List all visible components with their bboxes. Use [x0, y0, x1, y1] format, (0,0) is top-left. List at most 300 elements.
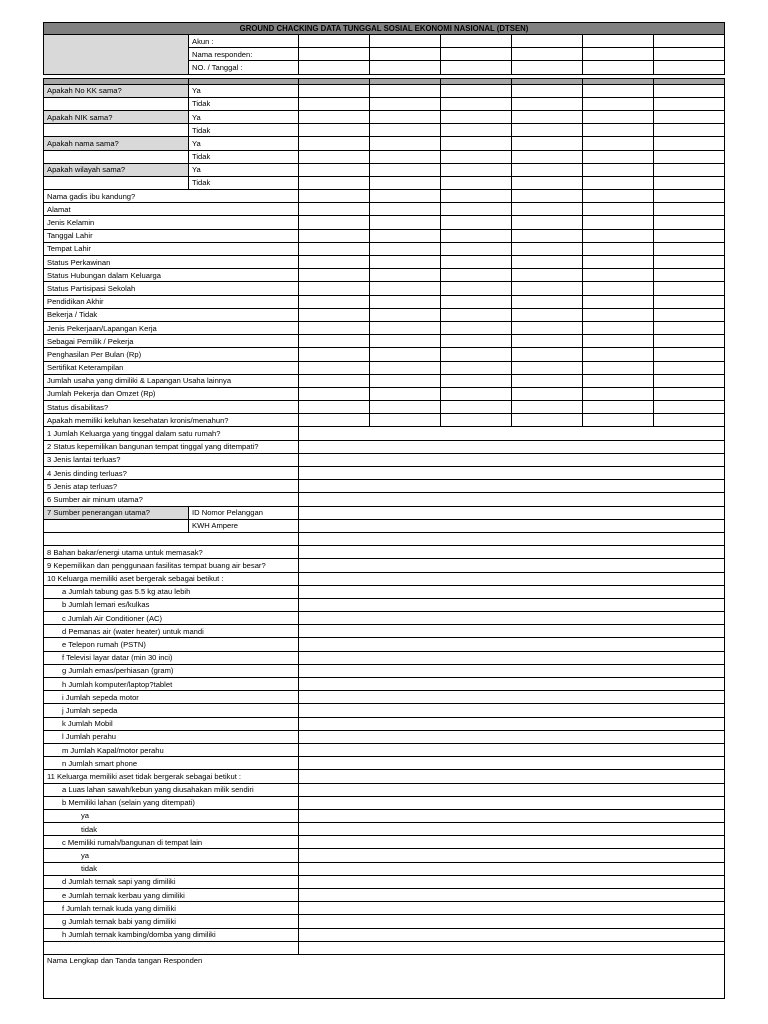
answer-cell[interactable] [441, 335, 512, 348]
household-question-row [44, 440, 725, 453]
answer-cell[interactable] [583, 203, 654, 216]
answer-cell[interactable] [299, 796, 725, 809]
answer-cell[interactable] [441, 321, 512, 334]
answer-cell[interactable] [441, 150, 512, 163]
personal-field-row [44, 256, 725, 269]
answer-cell[interactable] [299, 809, 725, 822]
answer-cell[interactable] [299, 137, 370, 150]
answer-cell[interactable] [441, 414, 512, 427]
question-label: tidak [44, 823, 299, 836]
answer-cell[interactable] [299, 97, 370, 110]
answer-cell[interactable] [370, 242, 441, 255]
akun-cell-3[interactable] [441, 35, 512, 48]
question-label: e Jumlah ternak kerbau yang dimiliki [44, 889, 299, 902]
answer-cell[interactable] [370, 97, 441, 110]
answer-cell[interactable] [299, 493, 725, 506]
answer-cell[interactable] [370, 361, 441, 374]
question-label: tidak [44, 862, 299, 875]
answer-cell[interactable] [299, 612, 725, 625]
q7-row [44, 519, 725, 532]
answer-cell[interactable] [583, 348, 654, 361]
answer-cell[interactable] [370, 124, 441, 137]
answer-cell[interactable] [370, 321, 441, 334]
responden-cell-5[interactable] [583, 48, 654, 61]
answer-cell[interactable] [583, 150, 654, 163]
answer-cell[interactable] [441, 163, 512, 176]
blank-cell [44, 150, 189, 163]
answer-cell[interactable] [299, 229, 370, 242]
answer-cell[interactable] [441, 256, 512, 269]
answer-cell[interactable] [512, 348, 583, 361]
yesno-row [44, 84, 725, 97]
q10-item-row [44, 730, 725, 743]
answer-cell[interactable] [512, 335, 583, 348]
answer-cell[interactable] [654, 361, 725, 374]
question-label: f Televisi layar datar (min 30 inci) [44, 651, 299, 664]
answer-cell[interactable] [512, 110, 583, 123]
answer-cell[interactable] [299, 176, 370, 189]
q11-option-row [44, 862, 725, 875]
signature-area[interactable] [44, 967, 725, 999]
answer-cell[interactable] [299, 862, 725, 875]
answer-cell[interactable] [299, 770, 725, 783]
question-label: 3 Jenis lantai terluas? [44, 453, 299, 466]
answer-cell[interactable] [654, 124, 725, 137]
answer-cell[interactable] [512, 163, 583, 176]
answer-cell[interactable] [583, 163, 654, 176]
q11-item-row [44, 902, 725, 915]
answer-cell[interactable] [299, 532, 725, 545]
answer-cell[interactable] [441, 308, 512, 321]
question-label: j Jumlah sepeda [44, 704, 299, 717]
answer-cell[interactable] [299, 902, 725, 915]
answer-cell[interactable] [512, 176, 583, 189]
answer-cell[interactable] [654, 229, 725, 242]
answer-cell[interactable] [583, 374, 654, 387]
answer-cell[interactable] [299, 203, 370, 216]
answer-cell[interactable] [299, 743, 725, 756]
answer-cell[interactable] [512, 295, 583, 308]
answer-cell[interactable] [583, 110, 654, 123]
yesno-question-label: Apakah NIK sama? [44, 110, 189, 123]
personal-field-row [44, 242, 725, 255]
answer-cell[interactable] [370, 216, 441, 229]
answer-cell[interactable] [299, 915, 725, 928]
answer-cell[interactable] [370, 414, 441, 427]
tanggal-cell-3[interactable] [441, 61, 512, 74]
q10-item-row [44, 678, 725, 691]
question-label: Bekerja / Tidak [44, 308, 299, 321]
answer-cell[interactable] [583, 335, 654, 348]
answer-cell[interactable] [583, 229, 654, 242]
answer-cell[interactable] [299, 559, 725, 572]
answer-cell[interactable] [512, 137, 583, 150]
answer-cell[interactable] [512, 256, 583, 269]
q9-row [44, 559, 725, 572]
answer-cell[interactable] [299, 678, 725, 691]
answer-cell[interactable] [370, 190, 441, 203]
question-label: 6 Sumber air minum utama? [44, 493, 299, 506]
answer-cell[interactable] [370, 84, 441, 97]
answer-cell[interactable] [512, 190, 583, 203]
answer-cell[interactable] [512, 282, 583, 295]
q11-option-row [44, 823, 725, 836]
question-label: ya [44, 809, 299, 822]
answer-cell[interactable] [370, 308, 441, 321]
answer-cell[interactable] [654, 348, 725, 361]
answer-cell[interactable] [299, 269, 370, 282]
q11-item-row [44, 783, 725, 796]
form-sheet [43, 22, 724, 999]
question-label: 1 Jumlah Keluarga yang tinggal dalam satu rumah? [44, 427, 299, 440]
answer-cell[interactable] [654, 110, 725, 123]
answer-cell[interactable] [654, 150, 725, 163]
yesno-row [44, 137, 725, 150]
answer-cell[interactable] [370, 176, 441, 189]
answer-cell[interactable] [654, 163, 725, 176]
yesno-row [44, 97, 725, 110]
answer-cell[interactable] [299, 664, 725, 677]
answer-cell[interactable] [370, 163, 441, 176]
answer-cell[interactable] [654, 242, 725, 255]
answer-cell[interactable] [299, 150, 370, 163]
answer-cell[interactable] [654, 295, 725, 308]
question-label: Jenis Kelamin [44, 216, 299, 229]
answer-cell[interactable] [654, 414, 725, 427]
answer-cell[interactable] [370, 401, 441, 414]
question-label: b Jumlah lemari es/kulkas [44, 598, 299, 611]
answer-cell[interactable] [441, 374, 512, 387]
answer-cell[interactable] [299, 124, 370, 137]
q10-item-row [44, 638, 725, 651]
answer-cell[interactable] [583, 137, 654, 150]
answer-cell[interactable] [299, 941, 725, 954]
answer-cell[interactable] [299, 242, 370, 255]
question-label: Status disabilitas? [44, 401, 299, 414]
answer-cell[interactable] [299, 256, 370, 269]
tanggal-cell-5[interactable] [583, 61, 654, 74]
answer-cell[interactable] [654, 401, 725, 414]
q8-row [44, 546, 725, 559]
q11-option-row [44, 809, 725, 822]
personal-field-row [44, 374, 725, 387]
answer-cell[interactable] [441, 387, 512, 400]
answer-cell[interactable] [512, 216, 583, 229]
q10-item-row [44, 585, 725, 598]
answer-cell[interactable] [370, 256, 441, 269]
answer-cell[interactable] [441, 229, 512, 242]
answer-cell[interactable] [441, 97, 512, 110]
responden-cell-1[interactable] [299, 48, 370, 61]
answer-cell[interactable] [512, 269, 583, 282]
answer-cell[interactable] [299, 216, 370, 229]
answer-cell[interactable] [654, 97, 725, 110]
answer-cell[interactable] [583, 97, 654, 110]
answer-cell[interactable] [654, 374, 725, 387]
answer-cell[interactable] [299, 823, 725, 836]
household-question-row [44, 427, 725, 440]
answer-cell[interactable] [299, 453, 725, 466]
answer-cell[interactable] [441, 348, 512, 361]
answer-cell[interactable] [299, 308, 370, 321]
question-label: h Jumlah komputer/laptop?tablet [44, 678, 299, 691]
answer-cell[interactable] [299, 875, 725, 888]
q10-item-row [44, 598, 725, 611]
answer-cell[interactable] [370, 110, 441, 123]
blank-cell [44, 532, 299, 545]
answer-cell[interactable] [512, 242, 583, 255]
signature-label: Nama Lengkap dan Tanda tangan Responden [44, 954, 725, 967]
answer-cell[interactable] [299, 638, 725, 651]
answer-cell[interactable] [299, 783, 725, 796]
answer-cell[interactable] [299, 163, 370, 176]
answer-cell[interactable] [370, 295, 441, 308]
answer-cell[interactable] [299, 401, 370, 414]
answer-cell[interactable] [299, 836, 725, 849]
answer-cell[interactable] [299, 480, 725, 493]
answer-cell[interactable] [370, 150, 441, 163]
answer-cell[interactable] [299, 625, 725, 638]
answer-cell[interactable] [654, 308, 725, 321]
option-ya: Ya [189, 84, 299, 97]
answer-cell[interactable] [441, 190, 512, 203]
answer-cell[interactable] [583, 321, 654, 334]
answer-cell[interactable] [512, 401, 583, 414]
answer-cell[interactable] [299, 335, 370, 348]
answer-cell[interactable] [512, 414, 583, 427]
answer-cell[interactable] [512, 361, 583, 374]
answer-cell[interactable] [512, 321, 583, 334]
answer-cell[interactable] [583, 361, 654, 374]
answer-cell[interactable] [299, 374, 370, 387]
question-label: Sertifikat Keterampilan [44, 361, 299, 374]
question-label: ya [44, 849, 299, 862]
question-label: g Jumlah ternak babi yang dimiliki [44, 915, 299, 928]
answer-cell[interactable] [441, 216, 512, 229]
answer-cell[interactable] [654, 256, 725, 269]
responden-cell-3[interactable] [441, 48, 512, 61]
answer-cell[interactable] [441, 242, 512, 255]
question-label: 8 Bahan bakar/energi utama untuk memasak? [44, 546, 299, 559]
answer-cell[interactable] [441, 295, 512, 308]
question-label: Penghasilan Per Bulan (Rp) [44, 348, 299, 361]
q11-item-row [44, 928, 725, 941]
answer-cell[interactable] [370, 282, 441, 295]
q11-item-row [44, 889, 725, 902]
personal-field-row [44, 269, 725, 282]
personal-field-row [44, 401, 725, 414]
akun-cell-4[interactable] [512, 35, 583, 48]
answer-cell[interactable] [299, 849, 725, 862]
answer-cell[interactable] [654, 190, 725, 203]
answer-cell[interactable] [441, 269, 512, 282]
q11-item-row [44, 836, 725, 849]
answer-cell[interactable] [299, 585, 725, 598]
responden-cell-4[interactable] [512, 48, 583, 61]
question-label: l Jumlah perahu [44, 730, 299, 743]
question-label: 11 Keluarga memiliki aset tidak bergerak sebagai betikut : [44, 770, 299, 783]
answer-cell[interactable] [299, 295, 370, 308]
q10-label-row [44, 572, 725, 585]
answer-cell[interactable] [441, 361, 512, 374]
tanggal-cell-6[interactable] [654, 61, 725, 74]
blank-cell [44, 941, 299, 954]
yesno-question-label: Apakah wilayah sama? [44, 163, 189, 176]
answer-cell[interactable] [299, 598, 725, 611]
answer-cell[interactable] [299, 467, 725, 480]
yesno-row [44, 176, 725, 189]
answer-cell[interactable] [583, 282, 654, 295]
blank-row [44, 532, 725, 545]
answer-cell[interactable] [512, 229, 583, 242]
answer-cell[interactable] [441, 84, 512, 97]
answer-cell[interactable] [299, 546, 725, 559]
answer-cell[interactable] [299, 84, 370, 97]
answer-cell[interactable] [299, 757, 725, 770]
answer-cell[interactable] [654, 282, 725, 295]
question-label: a Luas lahan sawah/kebun yang diusahakan milik sendiri [44, 783, 299, 796]
answer-cell[interactable] [654, 216, 725, 229]
akun-cell-2[interactable] [370, 35, 441, 48]
tanggal-cell-2[interactable] [370, 61, 441, 74]
answer-cell[interactable] [654, 387, 725, 400]
answer-cell[interactable] [441, 176, 512, 189]
answer-cell[interactable] [299, 704, 725, 717]
q11-item-row [44, 875, 725, 888]
answer-cell[interactable] [583, 308, 654, 321]
answer-cell[interactable] [370, 348, 441, 361]
answer-cell[interactable] [299, 321, 370, 334]
answer-cell[interactable] [299, 506, 725, 519]
answer-cell[interactable] [441, 282, 512, 295]
answer-cell[interactable] [583, 295, 654, 308]
answer-cell[interactable] [654, 137, 725, 150]
answer-cell[interactable] [299, 928, 725, 941]
answer-cell[interactable] [583, 256, 654, 269]
answer-cell[interactable] [299, 361, 370, 374]
answer-cell[interactable] [512, 387, 583, 400]
personal-field-row [44, 295, 725, 308]
option-tidak: Tidak [189, 97, 299, 110]
personal-field-row [44, 308, 725, 321]
answer-cell[interactable] [441, 203, 512, 216]
answer-cell[interactable] [299, 414, 370, 427]
question-label: Alamat [44, 203, 299, 216]
answer-cell[interactable] [299, 651, 725, 664]
answer-cell[interactable] [583, 401, 654, 414]
q10-item-row [44, 704, 725, 717]
household-question-row [44, 493, 725, 506]
answer-cell[interactable] [299, 110, 370, 123]
answer-cell[interactable] [299, 572, 725, 585]
answer-cell[interactable] [654, 269, 725, 282]
answer-cell[interactable] [299, 889, 725, 902]
personal-field-row [44, 190, 725, 203]
q10-item-row [44, 717, 725, 730]
answer-cell[interactable] [299, 387, 370, 400]
q11-option-row [44, 849, 725, 862]
question-label: 9 Kepemilikan dan penggunaan fasilitas tempat buang air besar? [44, 559, 299, 572]
answer-cell[interactable] [654, 176, 725, 189]
responden-cell-2[interactable] [370, 48, 441, 61]
answer-cell[interactable] [441, 124, 512, 137]
answer-cell[interactable] [441, 110, 512, 123]
yesno-row [44, 124, 725, 137]
answer-cell[interactable] [512, 124, 583, 137]
answer-cell[interactable] [583, 176, 654, 189]
answer-cell[interactable] [299, 440, 725, 453]
answer-cell[interactable] [583, 190, 654, 203]
answer-cell[interactable] [299, 730, 725, 743]
answer-cell[interactable] [370, 335, 441, 348]
answer-cell[interactable] [370, 269, 441, 282]
answer-cell[interactable] [299, 691, 725, 704]
akun-cell-6[interactable] [654, 35, 725, 48]
yesno-row [44, 110, 725, 123]
answer-cell[interactable] [299, 717, 725, 730]
question-label: d Pemanas air (water heater) untuk mandi [44, 625, 299, 638]
answer-cell[interactable] [370, 203, 441, 216]
answer-cell[interactable] [583, 124, 654, 137]
answer-cell[interactable] [299, 427, 725, 440]
answer-cell[interactable] [512, 84, 583, 97]
question-label: h Jumlah ternak kambing/domba yang dimiliki [44, 928, 299, 941]
question-label: Status Perkawinan [44, 256, 299, 269]
answer-cell[interactable] [370, 387, 441, 400]
answer-cell[interactable] [512, 150, 583, 163]
answer-cell[interactable] [654, 321, 725, 334]
answer-cell[interactable] [583, 216, 654, 229]
answer-cell[interactable] [370, 137, 441, 150]
answer-cell[interactable] [583, 242, 654, 255]
answer-cell[interactable] [654, 203, 725, 216]
responden-cell-6[interactable] [654, 48, 725, 61]
tanggal-cell-4[interactable] [512, 61, 583, 74]
answer-cell[interactable] [512, 374, 583, 387]
answer-cell[interactable] [512, 203, 583, 216]
q7-label: 7 Sumber penerangan utama? [44, 506, 189, 519]
answer-cell[interactable] [299, 519, 725, 532]
answer-cell[interactable] [299, 282, 370, 295]
answer-cell[interactable] [654, 335, 725, 348]
personal-field-row [44, 216, 725, 229]
answer-cell[interactable] [512, 97, 583, 110]
answer-cell[interactable] [583, 84, 654, 97]
answer-cell[interactable] [583, 387, 654, 400]
answer-cell[interactable] [370, 374, 441, 387]
answer-cell[interactable] [370, 229, 441, 242]
nama-responden-label: Nama responden: [189, 48, 299, 61]
akun-cell-1[interactable] [299, 35, 370, 48]
tanggal-cell-1[interactable] [299, 61, 370, 74]
header-blank-cell [44, 35, 189, 75]
akun-cell-5[interactable] [583, 35, 654, 48]
answer-cell[interactable] [299, 190, 370, 203]
question-label: Pendidikan Akhir [44, 295, 299, 308]
personal-field-row [44, 203, 725, 216]
answer-cell[interactable] [654, 84, 725, 97]
q11-label-row [44, 770, 725, 783]
q10-item-row [44, 625, 725, 638]
option-tidak: Tidak [189, 150, 299, 163]
answer-cell[interactable] [583, 269, 654, 282]
answer-cell[interactable] [441, 401, 512, 414]
answer-cell[interactable] [583, 414, 654, 427]
question-label: 5 Jenis atap terluas? [44, 480, 299, 493]
answer-cell[interactable] [512, 308, 583, 321]
answer-cell[interactable] [299, 348, 370, 361]
answer-cell[interactable] [441, 137, 512, 150]
